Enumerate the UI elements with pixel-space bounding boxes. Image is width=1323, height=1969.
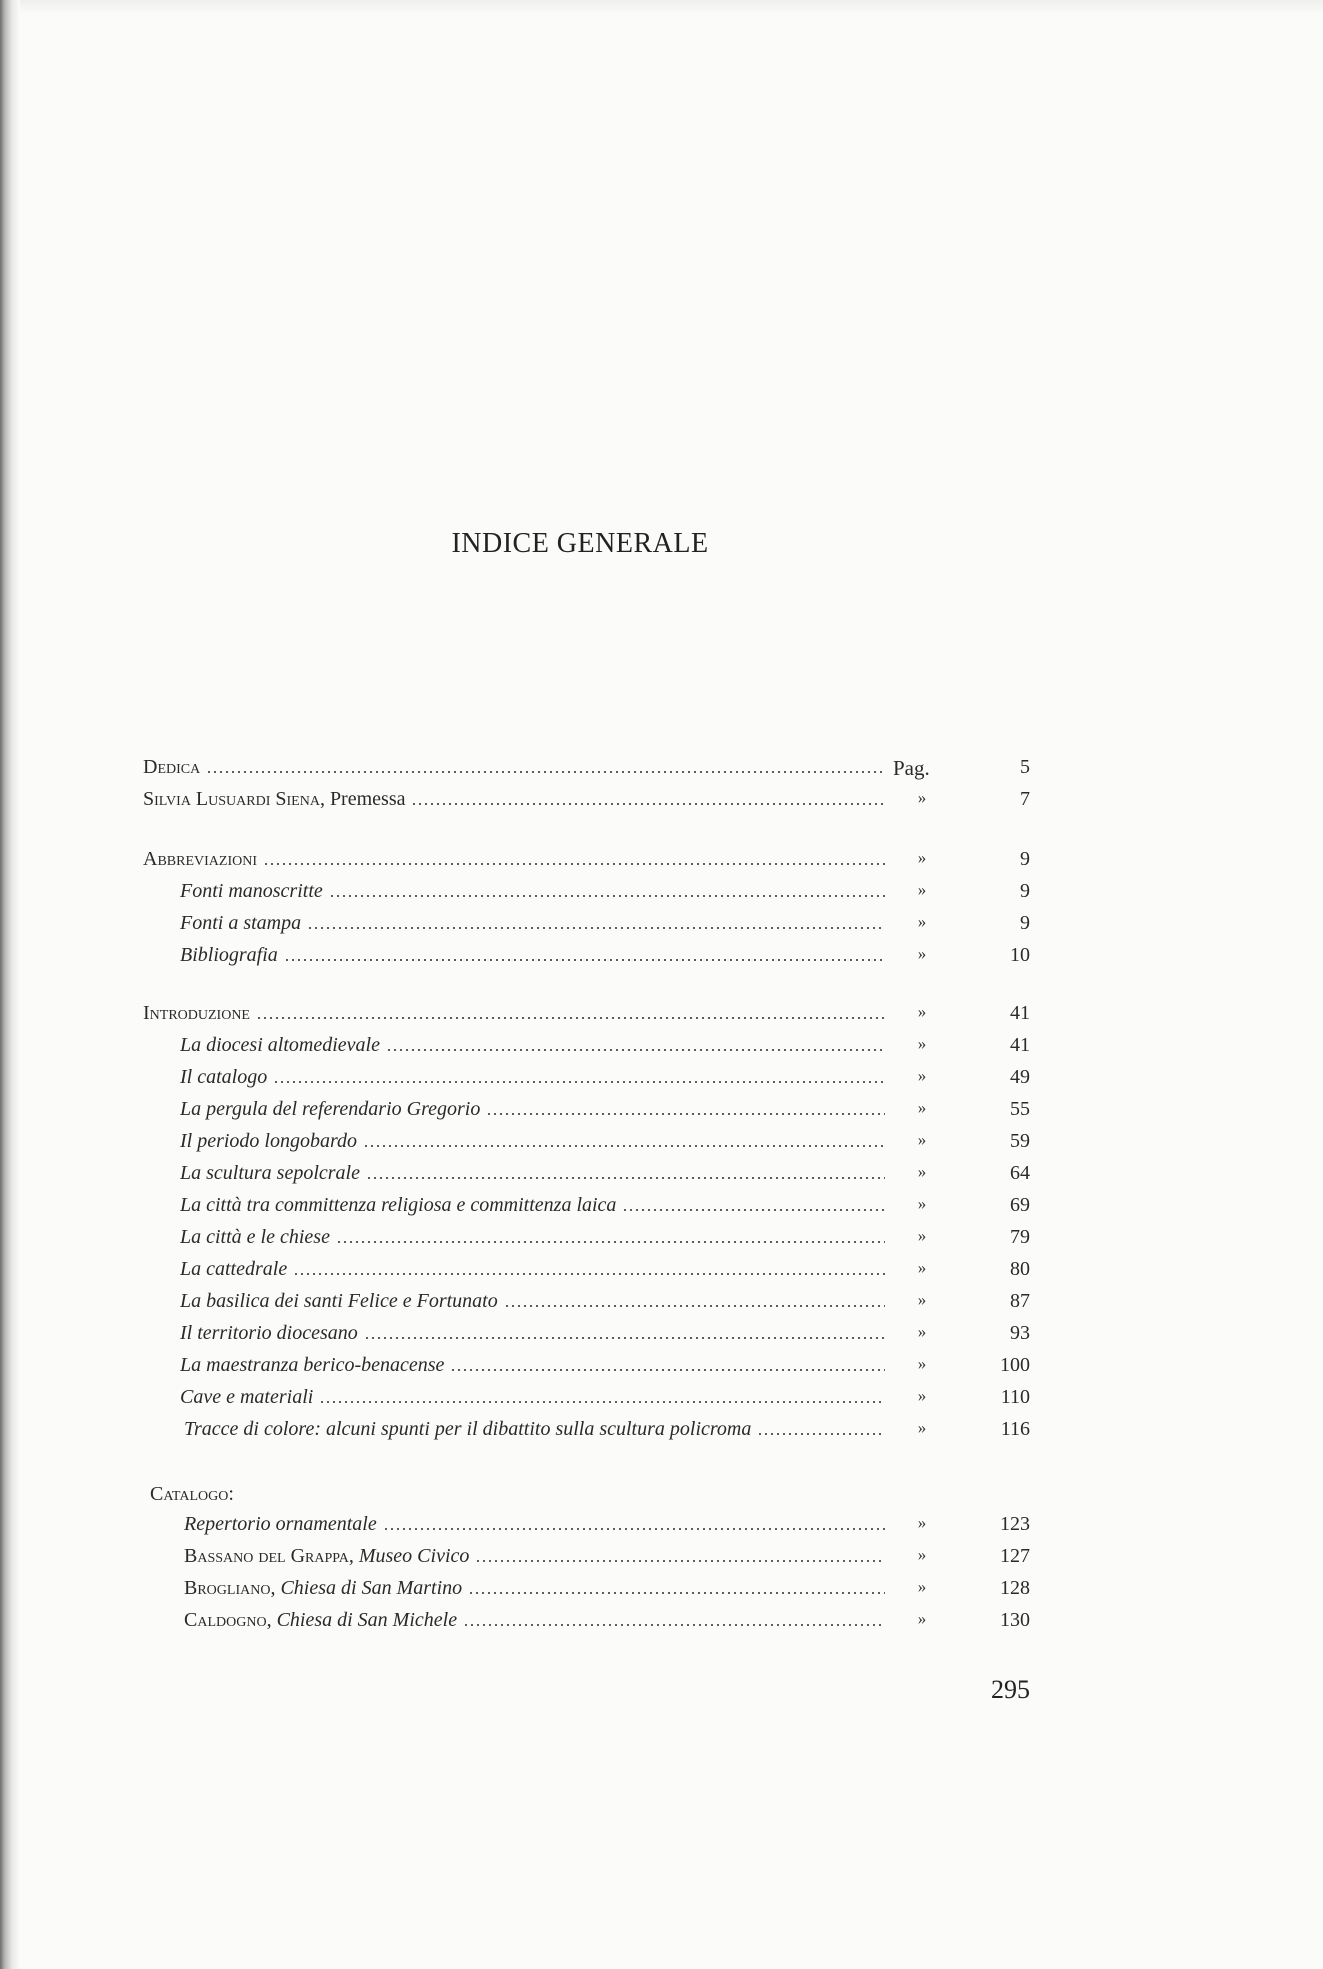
dot-leader: [463, 1624, 885, 1626]
toc-page-number: 87: [1010, 1290, 1030, 1312]
toc-entry-title: [184, 1513, 885, 1543]
toc-entry: [0, 1609, 1323, 1641]
toc-entry-title: [184, 1418, 885, 1448]
toc-entry-label-part: La cattedrale: [180, 1258, 288, 1280]
toc-page-number: 10: [1010, 944, 1030, 966]
toc-entry-label: [143, 756, 206, 779]
toc-entry-label: [143, 848, 263, 871]
toc-entry: [0, 880, 1323, 912]
toc-entry-label-part: La città e le chiese: [180, 1226, 330, 1248]
toc-entry-label-part: La maestranza berico-benacense: [180, 1354, 445, 1376]
toc-entry-title: [180, 880, 885, 910]
toc-entry: [0, 1130, 1323, 1162]
ditto-mark: »: [917, 944, 927, 963]
toc-page-number: 9: [1020, 880, 1030, 902]
ditto-mark: »: [917, 1322, 927, 1341]
toc-entry-label-part: ,: [348, 1545, 359, 1567]
ditto-mark: »: [917, 1418, 927, 1437]
dot-leader: [757, 1433, 885, 1435]
toc-entry-label-part: Il catalogo: [180, 1066, 268, 1088]
ditto-mark: »: [917, 1258, 927, 1277]
ditto-mark: »: [917, 1002, 927, 1021]
page-number: 295: [991, 1675, 1030, 1704]
toc-entry-label: [184, 1513, 383, 1536]
dot-leader: [386, 1049, 885, 1051]
toc-page-number: 9: [1020, 848, 1030, 870]
toc-page-number: 41: [1010, 1034, 1030, 1056]
toc-entry-title: [180, 1130, 885, 1160]
toc-page-number: 79: [1010, 1226, 1030, 1248]
toc-entry-title: [180, 1162, 885, 1192]
toc-entry: [0, 1034, 1323, 1066]
toc-entry-label-part: Introduzione: [143, 1002, 250, 1024]
dot-leader: [263, 863, 885, 865]
toc-entry: [0, 1290, 1323, 1322]
ditto-mark: »: [917, 788, 927, 807]
toc-entry-title: [180, 1290, 885, 1320]
toc-entry-label-part: Chiesa di San Martino: [280, 1577, 463, 1599]
dot-leader: [307, 927, 885, 929]
toc-entry: [0, 1354, 1323, 1386]
dot-leader: [383, 1528, 885, 1530]
dot-leader: [411, 803, 885, 805]
toc-entry: [0, 1162, 1323, 1194]
dot-leader: [319, 1401, 885, 1403]
toc-page-number: 64: [1010, 1162, 1030, 1184]
toc-page-number: 123: [1000, 1513, 1030, 1535]
toc-entry-label-part: Il territorio diocesano: [180, 1322, 358, 1344]
toc-page-number: 130: [1000, 1609, 1030, 1631]
toc-entry-label: [180, 1290, 504, 1313]
ditto-mark: »: [917, 848, 927, 867]
dot-leader: [504, 1305, 885, 1307]
toc-entry-label-part: La città tra committenza religiosa e committenza laica: [180, 1194, 617, 1216]
toc-entry-title: [180, 1066, 885, 1096]
toc-entry-title: [180, 1258, 885, 1288]
dot-leader: [329, 895, 885, 897]
toc-page-number: 55: [1010, 1098, 1030, 1120]
toc-page-number: 100: [1000, 1354, 1030, 1376]
toc-entry-label-part: La scultura sepolcrale: [180, 1162, 360, 1184]
ditto-mark: »: [917, 912, 927, 931]
toc-entry: [0, 1418, 1323, 1450]
toc-entry: [0, 1002, 1323, 1034]
toc-entry-label-part: Fonti a stampa: [180, 912, 302, 934]
toc-entry-label: [184, 1577, 468, 1600]
dot-leader: [293, 1273, 885, 1275]
toc-entry-label-part: Brogliano: [184, 1577, 271, 1599]
dot-leader: [363, 1145, 885, 1147]
toc-page-number: 110: [1000, 1386, 1030, 1408]
toc-entry-label: [180, 1354, 450, 1377]
toc-entry-label: [180, 1066, 273, 1089]
toc-page-number: 9: [1020, 912, 1030, 934]
toc-entry: [0, 1258, 1323, 1290]
toc-entry: [0, 1226, 1323, 1258]
ditto-mark: »: [917, 1577, 927, 1596]
toc-entry-label: [180, 1194, 622, 1217]
toc-entry-label-part: Bassano del Grappa: [184, 1545, 349, 1567]
toc-entry-label: [143, 1002, 256, 1025]
toc-entry-label: [180, 1034, 386, 1057]
toc-entry-title: [184, 1609, 885, 1639]
ditto-mark: »: [917, 1066, 927, 1085]
toc-entry-label-part: Repertorio ornamentale: [184, 1513, 377, 1535]
ditto-mark: »: [917, 1034, 927, 1053]
toc-entry-label-part: Tracce di colore: alcuni spunti per il dibattito sulla scultura policroma: [184, 1418, 752, 1440]
dot-leader: [336, 1241, 885, 1243]
toc-entry: [0, 1577, 1323, 1609]
toc-page-number: 93: [1010, 1322, 1030, 1344]
toc-entry-label-part: Caldogno: [184, 1609, 267, 1631]
toc-page-number: 69: [1010, 1194, 1030, 1216]
toc-entry: [0, 1322, 1323, 1354]
section-heading-catalogo: Catalogo:: [150, 1483, 234, 1505]
dot-leader: [364, 1337, 885, 1339]
toc-entry-label-part: ,: [266, 1609, 277, 1631]
toc-entry: [0, 1194, 1323, 1226]
toc-entry-title: [143, 788, 885, 818]
toc-entry-title: [143, 848, 885, 878]
toc-entry-label-part: Dedica: [143, 756, 201, 778]
toc-entry-label-part: Bibliografia: [180, 944, 278, 966]
ditto-mark: »: [917, 1290, 927, 1309]
toc-page-number: 5: [1020, 756, 1030, 778]
toc-page-number: 128: [1000, 1577, 1030, 1599]
toc-entry: [0, 756, 1323, 788]
toc-entry-label-part: La diocesi altomedievale: [180, 1034, 380, 1056]
toc-entry: [0, 1066, 1323, 1098]
ditto-mark: »: [917, 1513, 927, 1532]
toc-page-number: 41: [1010, 1002, 1030, 1024]
dot-leader: [486, 1113, 885, 1115]
dot-leader: [366, 1177, 885, 1179]
toc-page-number: 49: [1010, 1066, 1030, 1088]
ditto-mark: »: [917, 1162, 927, 1181]
toc-entry-label-part: Silvia Lusuardi Siena: [143, 788, 320, 810]
ditto-mark: »: [917, 1226, 927, 1245]
toc-entry-label-part: Abbreviazioni: [143, 848, 257, 870]
dot-leader: [450, 1369, 885, 1371]
toc-entry: [0, 1098, 1323, 1130]
toc-entry-title: [184, 1577, 885, 1607]
toc-entry-title: [184, 1545, 885, 1575]
toc-entry-title: [180, 1386, 885, 1416]
toc-page-number: 59: [1010, 1130, 1030, 1152]
toc-entry: [0, 944, 1323, 976]
toc-entry: [0, 1513, 1323, 1545]
toc-entry-label-part: Museo Civico: [358, 1545, 470, 1567]
toc-entry-label: [143, 788, 411, 811]
toc-page-number: 7: [1020, 788, 1030, 810]
toc-entry-title: [180, 1322, 885, 1352]
toc-entry-label: [180, 944, 284, 967]
toc-entry-label: [180, 1226, 336, 1249]
toc-entry-label: [180, 1130, 363, 1153]
ditto-mark: »: [917, 1386, 927, 1405]
toc-entry-label: [184, 1609, 463, 1632]
toc-entry-label-part: Cave e materiali: [180, 1386, 314, 1408]
toc-page-number: 116: [1000, 1418, 1030, 1440]
toc-entry-label: [180, 912, 307, 935]
toc-entry-label-part: Fonti manoscritte: [180, 880, 323, 902]
ditto-mark: »: [917, 1545, 927, 1564]
toc-entry-label-part: Chiesa di San Michele: [276, 1609, 458, 1631]
toc-entry-label: [184, 1545, 475, 1568]
ditto-mark: »: [917, 1609, 927, 1628]
toc-entry-title: [180, 1226, 885, 1256]
ditto-mark: »: [917, 880, 927, 899]
toc-entry-label: [184, 1418, 757, 1441]
ditto-mark: »: [917, 1194, 927, 1213]
toc-entry-label: [180, 1258, 293, 1281]
toc-entry-label-part: ,: [270, 1577, 281, 1599]
toc-entry-title: [180, 1194, 885, 1224]
toc-entry-label: [180, 1386, 319, 1409]
toc-entry-label: [180, 880, 329, 903]
dot-leader: [273, 1081, 885, 1083]
toc-entry-title: [180, 944, 885, 974]
toc-page-number: 127: [1000, 1545, 1030, 1567]
toc-entry: [0, 848, 1323, 880]
toc-entry: [0, 912, 1323, 944]
ditto-mark: »: [917, 1354, 927, 1373]
toc-entry-label-part: , Premessa: [319, 788, 406, 810]
page-title: INDICE GENERALE: [451, 528, 709, 559]
toc-entry-title: [143, 756, 885, 786]
toc-entry: [0, 788, 1323, 820]
toc-entry-title: [180, 1354, 885, 1384]
toc-entry-label: [180, 1098, 486, 1121]
toc-page-number: 80: [1010, 1258, 1030, 1280]
toc-entry: [0, 1386, 1323, 1418]
toc-entry-title: [180, 1034, 885, 1064]
dot-leader: [468, 1592, 885, 1594]
dot-leader: [284, 959, 885, 961]
toc-entry-label: [180, 1322, 364, 1345]
toc-entry: [0, 1545, 1323, 1577]
dot-leader: [206, 771, 885, 773]
toc-entry-title: [180, 1098, 885, 1128]
dot-leader: [256, 1017, 885, 1019]
dot-leader: [622, 1209, 885, 1211]
dot-leader: [475, 1560, 885, 1562]
page-label: Pag.: [893, 756, 930, 780]
toc-entry-label: [180, 1162, 366, 1185]
toc-entry-title: [180, 912, 885, 942]
ditto-mark: »: [917, 1098, 927, 1117]
toc-entry-label-part: La basilica dei santi Felice e Fortunato: [180, 1290, 498, 1312]
ditto-mark: »: [917, 1130, 927, 1149]
toc-entry-title: [143, 1002, 885, 1032]
toc-entry-label-part: Il periodo longobardo: [180, 1130, 358, 1152]
toc-entry-label-part: La pergula del referendario Gregorio: [180, 1098, 481, 1120]
